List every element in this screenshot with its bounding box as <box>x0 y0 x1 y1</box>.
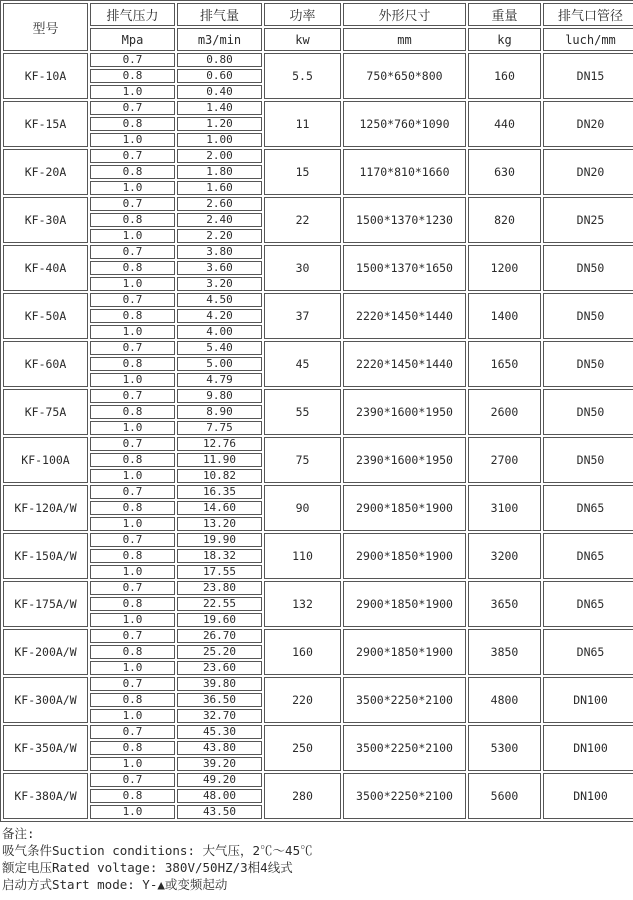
port-cell: DN50 <box>543 389 633 435</box>
power-cell: 90 <box>264 485 341 531</box>
power-cell: 75 <box>264 437 341 483</box>
volume-cell: 3.80 <box>177 245 262 259</box>
pressure-cell: 0.7 <box>90 725 175 739</box>
table-row <box>3 533 633 547</box>
dimensions-cell: 2900*1850*1900 <box>343 581 466 627</box>
pressure-cell: 1.0 <box>90 373 175 387</box>
port-cell: DN50 <box>543 245 633 291</box>
unit-volume: m3/min <box>177 28 262 51</box>
table-row <box>3 677 633 691</box>
spec-table-body <box>3 53 633 819</box>
weight-cell: 3650 <box>468 581 541 627</box>
port-cell: DN65 <box>543 581 633 627</box>
port-cell: DN20 <box>543 101 633 147</box>
unit-weight: kg <box>468 28 541 51</box>
dimensions-cell: 3500*2250*2100 <box>343 725 466 771</box>
pressure-cell: 1.0 <box>90 133 175 147</box>
volume-cell: 4.20 <box>177 309 262 323</box>
dimensions-cell: 1500*1370*1230 <box>343 197 466 243</box>
pressure-cell: 0.8 <box>90 501 175 515</box>
pressure-cell: 0.8 <box>90 741 175 755</box>
weight-cell: 630 <box>468 149 541 195</box>
dimensions-cell: 1170*810*1660 <box>343 149 466 195</box>
pressure-cell: 1.0 <box>90 181 175 195</box>
volume-cell: 2.20 <box>177 229 262 243</box>
note-line: 吸气条件Suction conditions: 大气压，2℃～45℃ <box>2 843 313 858</box>
volume-cell: 5.40 <box>177 341 262 355</box>
pressure-cell: 1.0 <box>90 613 175 627</box>
weight-cell: 2600 <box>468 389 541 435</box>
volume-cell: 19.90 <box>177 533 262 547</box>
pressure-cell: 1.0 <box>90 469 175 483</box>
volume-cell: 1.60 <box>177 181 262 195</box>
table-row <box>3 485 633 499</box>
volume-cell: 48.00 <box>177 789 262 803</box>
header-model: 型号 <box>3 3 88 51</box>
notes-lines <box>2 842 631 893</box>
table-row <box>3 773 633 787</box>
volume-cell: 10.82 <box>177 469 262 483</box>
weight-cell: 160 <box>468 53 541 99</box>
volume-cell: 0.40 <box>177 85 262 99</box>
volume-cell: 11.90 <box>177 453 262 467</box>
port-cell: DN65 <box>543 629 633 675</box>
model-cell: KF-10A <box>3 53 88 99</box>
header-weight: 重量 <box>468 3 541 26</box>
weight-cell: 3100 <box>468 485 541 531</box>
power-cell: 22 <box>264 197 341 243</box>
notes <box>0 822 633 893</box>
dimensions-cell: 2900*1850*1900 <box>343 485 466 531</box>
volume-cell: 2.60 <box>177 197 262 211</box>
power-cell: 110 <box>264 533 341 579</box>
port-cell: DN65 <box>543 485 633 531</box>
volume-cell: 43.80 <box>177 741 262 755</box>
model-cell: KF-60A <box>3 341 88 387</box>
volume-cell: 0.80 <box>177 53 262 67</box>
port-cell: DN100 <box>543 677 633 723</box>
port-cell: DN50 <box>543 293 633 339</box>
volume-cell: 19.60 <box>177 613 262 627</box>
weight-cell: 2700 <box>468 437 541 483</box>
pressure-cell: 0.7 <box>90 485 175 499</box>
volume-cell: 0.60 <box>177 69 262 83</box>
dimensions-cell: 750*650*800 <box>343 53 466 99</box>
unit-pressure: Mpa <box>90 28 175 51</box>
pressure-cell: 1.0 <box>90 517 175 531</box>
pressure-cell: 0.8 <box>90 693 175 707</box>
power-cell: 132 <box>264 581 341 627</box>
table-row <box>3 293 633 307</box>
pressure-cell: 0.8 <box>90 261 175 275</box>
pressure-cell: 1.0 <box>90 85 175 99</box>
volume-cell: 1.40 <box>177 101 262 115</box>
table-row <box>3 389 633 403</box>
pressure-cell: 0.7 <box>90 581 175 595</box>
header-pressure: 排气压力 <box>90 3 175 26</box>
note-line: 额定电压Rated voltage: 380V/50HZ/3相4线式 <box>2 860 293 875</box>
header-power: 功率 <box>264 3 341 26</box>
pressure-cell: 0.8 <box>90 213 175 227</box>
pressure-cell: 0.8 <box>90 405 175 419</box>
pressure-cell: 0.8 <box>90 165 175 179</box>
model-cell: KF-20A <box>3 149 88 195</box>
power-cell: 250 <box>264 725 341 771</box>
pressure-cell: 0.7 <box>90 437 175 451</box>
weight-cell: 1200 <box>468 245 541 291</box>
header-dimensions: 外形尺寸 <box>343 3 466 26</box>
volume-cell: 39.20 <box>177 757 262 771</box>
volume-cell: 18.32 <box>177 549 262 563</box>
dimensions-cell: 2220*1450*1440 <box>343 293 466 339</box>
notes-title: 备注: <box>2 826 35 841</box>
power-cell: 280 <box>264 773 341 819</box>
pressure-cell: 1.0 <box>90 709 175 723</box>
pressure-cell: 0.7 <box>90 629 175 643</box>
dimensions-cell: 2220*1450*1440 <box>343 341 466 387</box>
table-row <box>3 629 633 643</box>
volume-cell: 32.70 <box>177 709 262 723</box>
model-cell: KF-200A/W <box>3 629 88 675</box>
pressure-cell: 1.0 <box>90 325 175 339</box>
pressure-cell: 0.8 <box>90 597 175 611</box>
model-cell: KF-75A <box>3 389 88 435</box>
volume-cell: 9.80 <box>177 389 262 403</box>
header-row <box>3 3 633 26</box>
table-row <box>3 149 633 163</box>
model-cell: KF-380A/W <box>3 773 88 819</box>
model-cell: KF-300A/W <box>3 677 88 723</box>
weight-cell: 1400 <box>468 293 541 339</box>
pressure-cell: 0.7 <box>90 773 175 787</box>
model-cell: KF-150A/W <box>3 533 88 579</box>
port-cell: DN50 <box>543 341 633 387</box>
pressure-cell: 0.8 <box>90 117 175 131</box>
dimensions-cell: 2900*1850*1900 <box>343 629 466 675</box>
pressure-cell: 0.7 <box>90 533 175 547</box>
pressure-cell: 0.7 <box>90 53 175 67</box>
model-cell: KF-100A <box>3 437 88 483</box>
table-row <box>3 101 633 115</box>
volume-cell: 39.80 <box>177 677 262 691</box>
dimensions-cell: 2390*1600*1950 <box>343 437 466 483</box>
pressure-cell: 1.0 <box>90 757 175 771</box>
spec-table-header <box>3 3 633 51</box>
volume-cell: 7.75 <box>177 421 262 435</box>
volume-cell: 36.50 <box>177 693 262 707</box>
pressure-cell: 0.7 <box>90 293 175 307</box>
volume-cell: 2.40 <box>177 213 262 227</box>
power-cell: 30 <box>264 245 341 291</box>
power-cell: 5.5 <box>264 53 341 99</box>
volume-cell: 23.60 <box>177 661 262 675</box>
volume-cell: 26.70 <box>177 629 262 643</box>
table-row <box>3 53 633 67</box>
volume-cell: 4.50 <box>177 293 262 307</box>
header-port: 排气口管径 <box>543 3 633 26</box>
pressure-cell: 0.7 <box>90 677 175 691</box>
unit-port: luch/mm <box>543 28 633 51</box>
volume-cell: 4.79 <box>177 373 262 387</box>
power-cell: 55 <box>264 389 341 435</box>
volume-cell: 17.55 <box>177 565 262 579</box>
volume-cell: 3.60 <box>177 261 262 275</box>
table-row <box>3 581 633 595</box>
model-cell: KF-15A <box>3 101 88 147</box>
weight-cell: 440 <box>468 101 541 147</box>
weight-cell: 4800 <box>468 677 541 723</box>
volume-cell: 1.20 <box>177 117 262 131</box>
pressure-cell: 0.8 <box>90 357 175 371</box>
pressure-cell: 0.7 <box>90 245 175 259</box>
pressure-cell: 0.7 <box>90 101 175 115</box>
model-cell: KF-175A/W <box>3 581 88 627</box>
model-cell: KF-350A/W <box>3 725 88 771</box>
pressure-cell: 1.0 <box>90 229 175 243</box>
weight-cell: 3200 <box>468 533 541 579</box>
port-cell: DN20 <box>543 149 633 195</box>
pressure-cell: 0.7 <box>90 389 175 403</box>
weight-cell: 5600 <box>468 773 541 819</box>
port-cell: DN15 <box>543 53 633 99</box>
pressure-cell: 1.0 <box>90 565 175 579</box>
table-row <box>3 245 633 259</box>
volume-cell: 3.20 <box>177 277 262 291</box>
volume-cell: 25.20 <box>177 645 262 659</box>
volume-cell: 14.60 <box>177 501 262 515</box>
dimensions-cell: 2900*1850*1900 <box>343 533 466 579</box>
power-cell: 45 <box>264 341 341 387</box>
weight-cell: 820 <box>468 197 541 243</box>
volume-cell: 1.80 <box>177 165 262 179</box>
power-cell: 220 <box>264 677 341 723</box>
volume-cell: 45.30 <box>177 725 262 739</box>
volume-cell: 2.00 <box>177 149 262 163</box>
volume-cell: 1.00 <box>177 133 262 147</box>
dimensions-cell: 1250*760*1090 <box>343 101 466 147</box>
header-volume: 排气量 <box>177 3 262 26</box>
dimensions-cell: 1500*1370*1650 <box>343 245 466 291</box>
note-line: 启动方式Start mode: Y-▲或变频起动 <box>2 877 228 892</box>
model-cell: KF-40A <box>3 245 88 291</box>
volume-cell: 49.20 <box>177 773 262 787</box>
volume-cell: 16.35 <box>177 485 262 499</box>
pressure-cell: 1.0 <box>90 277 175 291</box>
pressure-cell: 0.7 <box>90 341 175 355</box>
port-cell: DN50 <box>543 437 633 483</box>
pressure-cell: 0.7 <box>90 149 175 163</box>
port-cell: DN100 <box>543 725 633 771</box>
pressure-cell: 0.8 <box>90 309 175 323</box>
pressure-cell: 1.0 <box>90 805 175 819</box>
model-cell: KF-50A <box>3 293 88 339</box>
pressure-cell: 0.7 <box>90 197 175 211</box>
dimensions-cell: 2390*1600*1950 <box>343 389 466 435</box>
dimensions-cell: 3500*2250*2100 <box>343 773 466 819</box>
power-cell: 15 <box>264 149 341 195</box>
volume-cell: 43.50 <box>177 805 262 819</box>
pressure-cell: 0.8 <box>90 69 175 83</box>
pressure-cell: 1.0 <box>90 661 175 675</box>
pressure-cell: 1.0 <box>90 421 175 435</box>
volume-cell: 13.20 <box>177 517 262 531</box>
power-cell: 11 <box>264 101 341 147</box>
unit-dimensions: mm <box>343 28 466 51</box>
unit-power: kw <box>264 28 341 51</box>
dimensions-cell: 3500*2250*2100 <box>343 677 466 723</box>
table-row <box>3 725 633 739</box>
model-cell: KF-30A <box>3 197 88 243</box>
pressure-cell: 0.8 <box>90 645 175 659</box>
port-cell: DN25 <box>543 197 633 243</box>
volume-cell: 5.00 <box>177 357 262 371</box>
unit-row <box>3 28 633 51</box>
weight-cell: 5300 <box>468 725 541 771</box>
weight-cell: 1650 <box>468 341 541 387</box>
pressure-cell: 0.8 <box>90 453 175 467</box>
pressure-cell: 0.8 <box>90 549 175 563</box>
volume-cell: 8.90 <box>177 405 262 419</box>
volume-cell: 23.80 <box>177 581 262 595</box>
table-row <box>3 437 633 451</box>
power-cell: 37 <box>264 293 341 339</box>
volume-cell: 4.00 <box>177 325 262 339</box>
port-cell: DN100 <box>543 773 633 819</box>
model-cell: KF-120A/W <box>3 485 88 531</box>
table-row <box>3 341 633 355</box>
weight-cell: 3850 <box>468 629 541 675</box>
table-row <box>3 197 633 211</box>
volume-cell: 22.55 <box>177 597 262 611</box>
power-cell: 160 <box>264 629 341 675</box>
pressure-cell: 0.8 <box>90 789 175 803</box>
port-cell: DN65 <box>543 533 633 579</box>
volume-cell: 12.76 <box>177 437 262 451</box>
